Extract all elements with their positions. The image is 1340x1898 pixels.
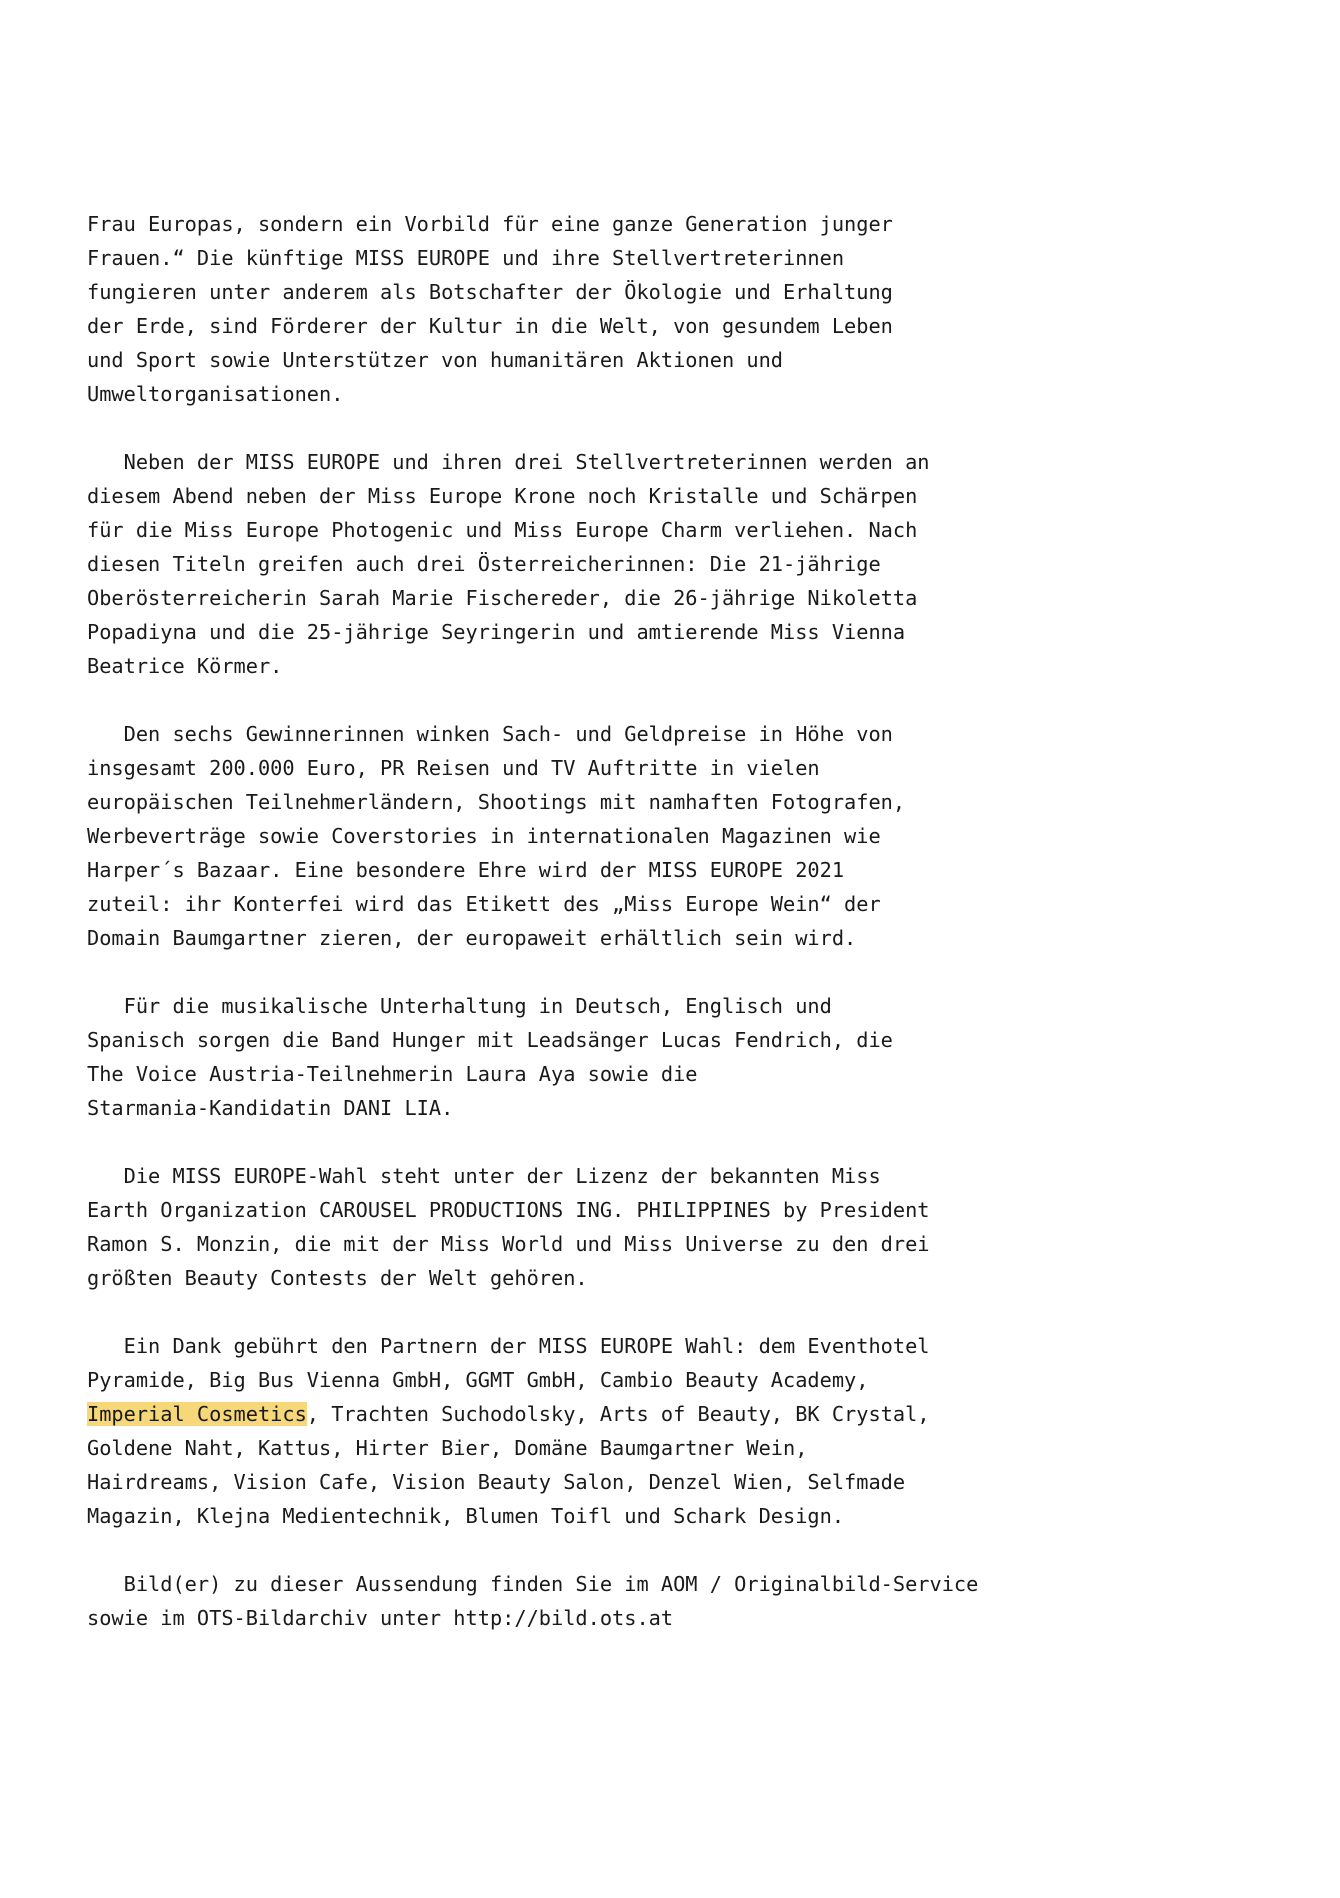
text-line: Bild(er) zu dieser Aussendung finden Sie im AOM / Originalbild-Service [87,1572,979,1596]
text-line: Ramon S. Monzin, die mit der Miss World und Miss Universe zu den drei [87,1232,930,1256]
text-line: Den sechs Gewinnerinnen winken Sach- und Geldpreise in Höhe von [87,722,893,746]
paragraph-gap [87,683,1267,717]
text-line: Oberösterreicherin Sarah Marie Fischereder, die 26-jährige Nikoletta [87,586,918,610]
text-line: sowie im OTS-Bildarchiv unter http://bild.ots.at [87,1606,674,1630]
paragraph-gap [87,1533,1267,1567]
document-body [87,207,1267,1635]
text-line: für die Miss Europe Photogenic und Miss Europe Charm verliehen. Nach [87,518,918,542]
paragraph-5 [87,1159,1267,1295]
text-segment: , Trachten Suchodolsky, Arts of Beauty, BK Crystal, [306,1402,930,1426]
text-line: diesen Titeln greifen auch drei Österreicherinnen: Die 21-jährige [87,552,881,576]
text-line: Werbeverträge sowie Coverstories in internationalen Magazinen wie [87,824,881,848]
paragraph-4 [87,989,1267,1125]
text-line: Magazin, Klejna Medientechnik, Blumen Toifl und Schark Design. [87,1504,845,1528]
paragraph-gap [87,1125,1267,1159]
highlighted-text: Imperial Cosmetics [87,1402,307,1426]
text-line: Für die musikalische Unterhaltung in Deutsch, Englisch und [87,994,832,1018]
text-line: Frau Europas, sondern ein Vorbild für eine ganze Generation junger [87,212,893,236]
text-line: The Voice Austria-Teilnehmerin Laura Aya sowie die [87,1062,698,1086]
paragraph-2 [87,445,1267,683]
text-line: Neben der MISS EUROPE und ihren drei Stellvertreterinnen werden an [87,450,930,474]
paragraph-gap [87,411,1267,445]
text-line: Popadiyna und die 25-jährige Seyringerin und amtierende Miss Vienna [87,620,906,644]
text-line: Pyramide, Big Bus Vienna GmbH, GGMT GmbH, Cambio Beauty Academy, [87,1368,869,1392]
text-line: fungieren unter anderem als Botschafter der Ökologie und Erhaltung [87,280,893,304]
text-line: diesem Abend neben der Miss Europe Krone noch Kristalle und Schärpen [87,484,918,508]
text-line: Starmania-Kandidatin DANI LIA. [87,1096,454,1120]
text-line: Spanisch sorgen die Band Hunger mit Leadsänger Lucas Fendrich, die [87,1028,893,1052]
text-line: Goldene Naht, Kattus, Hirter Bier, Domäne Baumgartner Wein, [87,1436,808,1460]
text-line-with-highlight [87,1397,1267,1431]
text-line: Earth Organization CAROUSEL PRODUCTIONS ING. PHILIPPINES by President [87,1198,930,1222]
paragraph-gap [87,955,1267,989]
text-line: insgesamt 200.000 Euro, PR Reisen und TV Auftritte in vielen [87,756,820,780]
text-line: Beatrice Körmer. [87,654,283,678]
text-line: Ein Dank gebührt den Partnern der MISS EUROPE Wahl: dem Eventhotel [87,1334,930,1358]
text-line: Umweltorganisationen. [87,382,344,406]
text-line: Die MISS EUROPE-Wahl steht unter der Lizenz der bekannten Miss [87,1164,881,1188]
text-line: der Erde, sind Förderer der Kultur in die Welt, von gesundem Leben [87,314,893,338]
paragraph-6 [87,1329,1267,1533]
text-line: europäischen Teilnehmerländern, Shootings mit namhaften Fotografen, [87,790,906,814]
text-line: Domain Baumgartner zieren, der europaweit erhältlich sein wird. [87,926,857,950]
text-line: größten Beauty Contests der Welt gehören. [87,1266,588,1290]
text-line: zuteil: ihr Konterfei wird das Etikett des „Miss Europe Wein“ der [87,892,881,916]
text-line: Hairdreams, Vision Cafe, Vision Beauty Salon, Denzel Wien, Selfmade [87,1470,906,1494]
paragraph-7 [87,1567,1267,1635]
paragraph-1 [87,207,1267,411]
text-line: Frauen.“ Die künftige MISS EUROPE und ihre Stellvertreterinnen [87,246,845,270]
paragraph-3 [87,717,1267,955]
text-line: Harper´s Bazaar. Eine besondere Ehre wird der MISS EUROPE 2021 [87,858,845,882]
paragraph-gap [87,1295,1267,1329]
text-line: und Sport sowie Unterstützer von humanitären Aktionen und [87,348,783,372]
